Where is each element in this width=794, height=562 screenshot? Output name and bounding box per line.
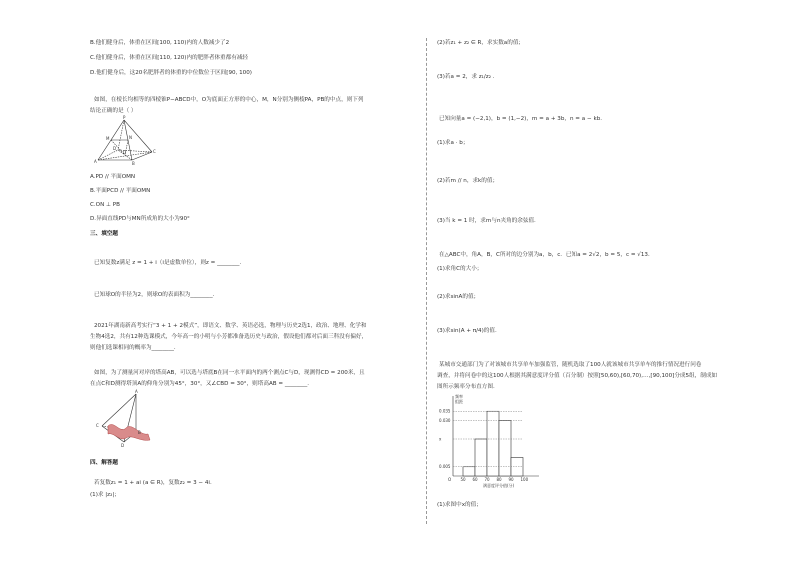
x-tick-label-4: 90	[508, 477, 514, 482]
y-tick-label-0: 0.005	[439, 464, 451, 470]
triangle-question: 在△ABC中，角A，B，C所对的边分别为a，b，c．已知a = 2√2，b = 5，c = √13．	[439, 252, 654, 258]
x-tick-label-2: 70	[484, 477, 490, 482]
vector-question: 已知向量a = (−2,1)，b = (1,−2)，m = a + 3b，n = a − kb.	[439, 116, 603, 122]
histogram-bar-2	[487, 411, 499, 476]
x-tick-label-0: 50	[460, 477, 466, 482]
option-b: B.平面PCD // 平面OMN	[90, 188, 151, 194]
bike-question-line3: 图所示频率分布直方图.	[437, 384, 495, 390]
label-c2: C	[96, 423, 99, 428]
option-b-line: B.他们健身后，体重在区间[100, 110)内的人数减少了2	[90, 40, 230, 46]
column-divider	[426, 38, 427, 524]
fill-question-4-line2: 在点C和D测得塔顶A的仰角分别为45°，30°，又∠CBD = 30°，则塔高AB = ________.	[90, 381, 310, 387]
label-b2: B	[138, 430, 141, 435]
histogram-bar-0	[463, 467, 475, 476]
label-d2: D	[121, 443, 125, 448]
option-c-line: C.他们健身后，体重在区间[110, 120)内的肥胖者体重都有减轻	[90, 55, 249, 61]
x-axis-label: 满意度评分值(分)	[483, 483, 515, 488]
fill-question-2: 已知球O的半径为2，则球O的表面积为________.	[94, 292, 215, 298]
bike-part-1: (1)求图中x的值；	[437, 502, 482, 508]
y-label-bottom: 组距	[455, 399, 463, 404]
part-2-sum-real: (2)若z₁ + z₂ ∈ R，求实数a的值；	[437, 40, 525, 46]
section-fill-in-title: 三、填空题	[90, 231, 118, 237]
fill-question-4-line1: 如图，为了测量河对岸的塔高AB，可以选与塔底B在同一水平面内的两个测点C与D，现测得CD = 200米，且	[94, 370, 365, 376]
label-a: A	[94, 159, 97, 164]
label-p: P	[123, 115, 126, 120]
y-tick-label-2: 0.030	[439, 417, 451, 423]
vector-part-1: (1)求a · b；	[437, 140, 469, 146]
x-tick-label-3: 80	[496, 477, 502, 482]
option-d: D.异面直线PD与MN所成角的大小为90°	[90, 216, 190, 222]
part-3-quotient: (3)若a = 2，求 z₁/z₂ .	[437, 74, 495, 80]
section-answer-title: 四、解答题	[90, 460, 118, 466]
histogram-bar-1	[475, 439, 487, 476]
bike-question-line2: 调查，并将问卷中的这100人根据其满意度评分值（百分制）按照[50,60),[60,70),…,[90,100]分成5组，制成如	[437, 373, 718, 379]
label-c: C	[153, 149, 156, 154]
left-column	[88, 0, 418, 562]
triangle-part-1: (1)求角C的大小；	[437, 266, 483, 272]
pyramid-question-line2: 结论正确的是（ ）	[90, 108, 137, 114]
option-c: C.ON ⊥ PB	[90, 202, 120, 208]
answer-question-1: 若复数z₁ = 1 + ai (a ∈ R)，复数z₂ = 3 − 4i.	[94, 480, 212, 486]
vector-part-3: (3)当 k = 1 时，求m与n夹角的余弦值.	[437, 218, 536, 224]
label-b: B	[132, 161, 135, 166]
label-o: O	[123, 150, 127, 155]
option-a: A.PD // 平面OMN	[90, 174, 136, 180]
pyramid-question-line1: 如图，在棱长均相等的四棱锥P−ABCD中，O为底面正方形的中心，M，N分别为侧棱PA，PB的中点，则下列	[94, 97, 364, 103]
bike-question-line1: 某城市交通部门为了对该城市共享单车加强监管，随机选取了100人就该城市共享单车的推行情况进行问卷	[439, 362, 702, 368]
y-label-top: 频率	[455, 394, 463, 399]
x-tick-label-1: 60	[472, 477, 478, 482]
x-tick-label-5: 100	[520, 477, 529, 482]
fill-question-1: 已知复数z满足 z = 1 + i（i是虚数单位），则z = ________.	[94, 260, 242, 266]
histogram-bar-3	[499, 421, 511, 477]
tower-river-figure	[94, 390, 154, 448]
fill-question-3-line1: 2021年湖南新高考实行“3 + 1 + 2模式”，即语文、数学、英语必选，物理与历史2选1，政治、地理、化学和	[94, 323, 367, 329]
option-d-line: D.他们健身后，这20名肥胖者的体重的中位数位于区间[90, 100)	[90, 70, 252, 76]
fill-question-3-line3: 则他们选课相同的概率为________.	[90, 345, 176, 351]
fill-question-3-line2: 生物4选2，共有12种选课模式，今年高一的小明与小芳都准备选历史与政治，假设他们都对后面三科没有偏好，	[90, 334, 368, 340]
triangle-part-3: (3)求sin(A + π/4)的值.	[437, 328, 497, 334]
label-n: N	[129, 135, 132, 140]
vector-part-2: (2)若m // n，求k的值；	[437, 178, 499, 184]
label-a2: A	[135, 389, 138, 394]
y-tick-label-1: x	[439, 436, 442, 442]
triangle-part-2: (2)求sinA的值；	[437, 294, 480, 300]
label-d: D	[113, 146, 117, 151]
right-column	[437, 0, 737, 562]
label-m: M	[106, 136, 110, 141]
y-tick-label-3: 0.035	[439, 408, 451, 414]
pyramid-figure	[94, 116, 164, 166]
origin-label: O	[448, 477, 452, 482]
frequency-histogram	[437, 392, 567, 492]
answer-question-1-part1: (1)求 |z₂|；	[90, 492, 120, 498]
